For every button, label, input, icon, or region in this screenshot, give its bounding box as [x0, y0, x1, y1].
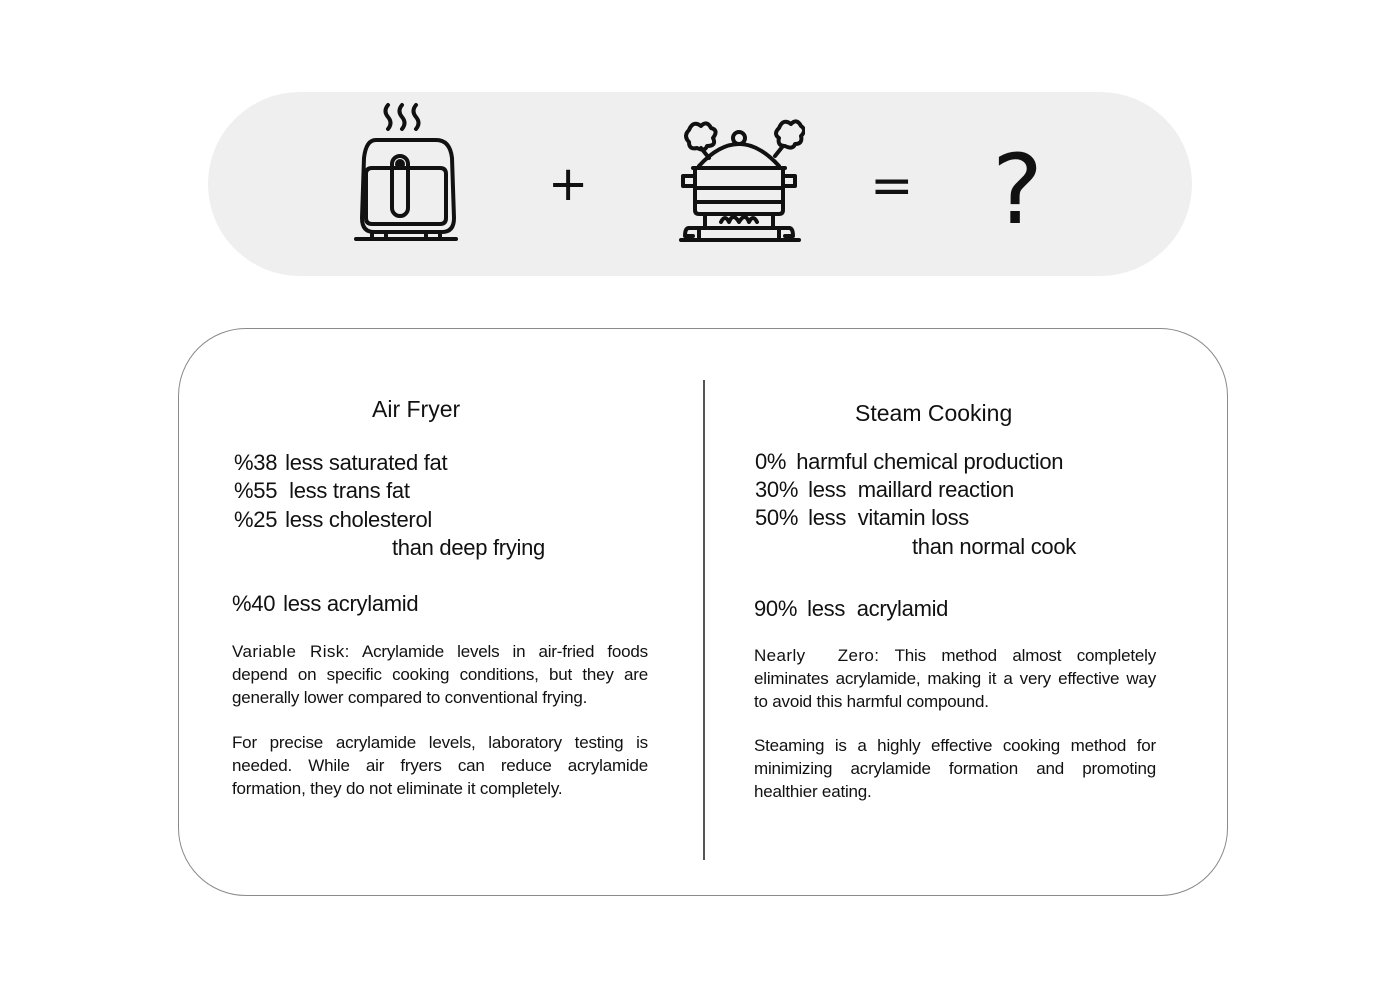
- note-lead: Variable Risk:: [232, 642, 350, 661]
- steam-stat: [755, 505, 969, 531]
- stat-text: less vitamin loss: [808, 505, 970, 530]
- stat-value: %40: [232, 591, 276, 616]
- steam-stat: [755, 449, 1063, 475]
- air-fryer-stat: [234, 478, 410, 504]
- note-lead: Nearly Zero:: [754, 646, 880, 665]
- equals-sign: =: [870, 156, 914, 216]
- stat-value: 90%: [754, 596, 798, 621]
- column-divider: [703, 380, 705, 860]
- air-fryer-note-2: For precise acrylamide levels, laboratory testing is needed. While air fryers can reduce acrylamide formation, they do not eliminate it completely.: [232, 733, 648, 798]
- stat-text: less acrylamid: [283, 591, 419, 616]
- steam-note: [754, 644, 1156, 713]
- air-fryer-acrylamide: [232, 591, 418, 617]
- steam-cooking-title: Steam Cooking: [855, 400, 1013, 426]
- steam-note-2: Steaming is a highly effective cooking method for minimizing acrylamide formation and promoting healthier eating.: [754, 736, 1156, 801]
- stat-text: less acrylamid: [807, 596, 949, 621]
- stat-text: less maillard reaction: [808, 477, 1014, 502]
- air-fryer-note: [232, 640, 648, 709]
- air-fryer-title: Air Fryer: [372, 396, 461, 422]
- steam-acrylamide: [754, 596, 948, 622]
- steam-pot-icon: [675, 118, 805, 244]
- stat-value: 30%: [755, 477, 799, 502]
- note-body: Acrylamide levels in air-fried foods depend on specific cooking conditions, but they are generally lower compared to conventional frying.: [232, 642, 648, 707]
- stat-value: %25: [234, 507, 278, 532]
- air-fryer-stat: [234, 450, 447, 476]
- air-fryer-comparison: than deep frying: [392, 535, 545, 560]
- stat-text: less saturated fat: [285, 450, 448, 475]
- stat-text: less cholesterol: [285, 507, 432, 532]
- note-body: This method almost completely eliminates acrylamide, making it a very effective way to avoid this harmful compound.: [754, 646, 1156, 711]
- steam-comparison: than normal cook: [912, 534, 1076, 559]
- air-fryer-stat: [234, 507, 432, 533]
- steam-stat: [755, 477, 1014, 503]
- stat-value: %55: [234, 478, 278, 503]
- stat-text: less trans fat: [289, 478, 410, 503]
- plus-sign: +: [548, 156, 589, 212]
- question-mark: ?: [992, 134, 1043, 246]
- stat-text: harmful chemical production: [796, 449, 1064, 474]
- stat-value: 0%: [755, 449, 787, 474]
- stat-value: 50%: [755, 505, 799, 530]
- stat-value: %38: [234, 450, 278, 475]
- air-fryer-icon: [350, 100, 462, 245]
